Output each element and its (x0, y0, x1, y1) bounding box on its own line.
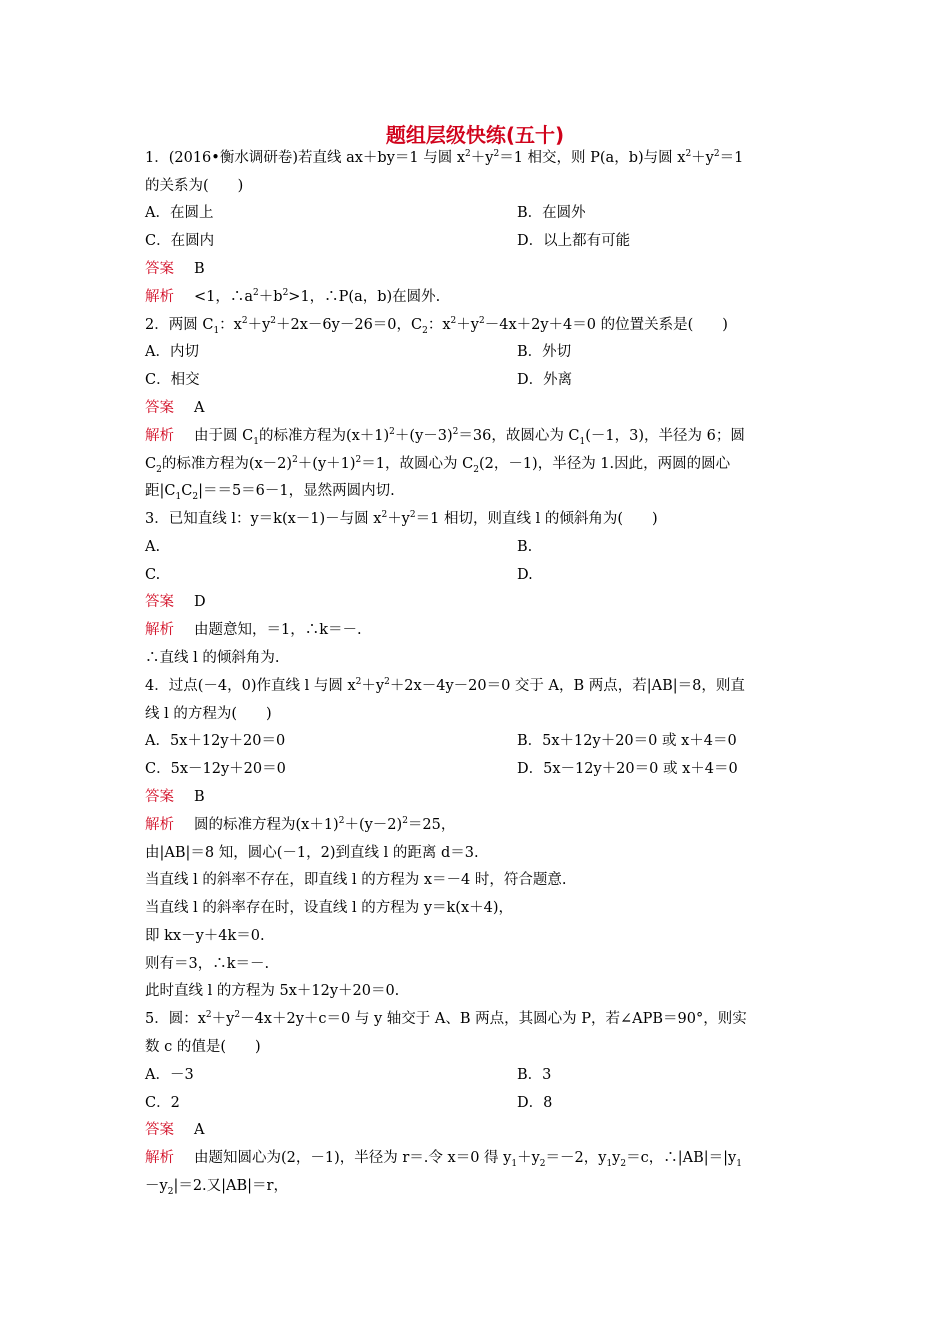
analysis-label: 解析 (145, 622, 174, 638)
q3-option-c: C. (145, 567, 161, 583)
q2-analysis-line1: 解析 由于圆 $C_1$的标准方程为$(x+1)^2+(y-3)^2=36$，故圆心为 $C_1(-1$，3)，半径为 6；圆 (145, 427, 745, 447)
q4-stem-line2: 线 l 的方程为( ) (145, 706, 272, 722)
q5-option-c: C．2 (145, 1095, 180, 1111)
q4-analysis-line1: 解析 圆的标准方程为$(x+1)^2+(y-2)^2=25$， (145, 816, 456, 833)
q3-analysis-line2: ∴直线 l 的倾斜角为. (145, 650, 280, 666)
q2-option-c: C．相交 (145, 372, 200, 388)
q4-stem: 4．过点(－4，0)作直线 l 与圆 $x^2+y^2+2x-4y-20=0$ 交于 A，B 两点，若|AB|＝8，则直 (145, 677, 745, 694)
q4-analysis-line2: 由|AB|＝8 知，圆心(－1，2)到直线 l 的距离 d＝3. (145, 845, 479, 861)
q4-analysis-line7: 此时直线 l 的方程为 5x＋12y＋20＝0. (145, 983, 400, 999)
q2-analysis-line3: 距$|C_1C_2|==5=6-1$，显然两圆内切. (145, 483, 395, 502)
q4-option-c: C．5x－12y＋20＝0 (145, 761, 286, 777)
q2-option-d: D．外离 (517, 372, 573, 388)
q1-answer: 答案 B (145, 261, 205, 277)
q1-stem: 1．(2016•衡水调研卷)若直线 ax＋by＝1 与圆 $x^2+y^2=1$ 相交，则 P(a，b)与圆 $x^2+y^2=1$ (145, 149, 744, 166)
q5-analysis-line2: $-y_2|=2$.又|AB|＝r， (145, 1178, 288, 1197)
analysis-label: 解析 (145, 289, 174, 305)
q4-analysis-line4: 当直线 l 的斜率存在时，设直线 l 的方程为 y＝k(x＋4)， (145, 900, 514, 916)
q2-answer: 答案 A (145, 400, 205, 416)
page-title: 题组层级快练(五十) (385, 123, 565, 147)
q5-stem: 5．圆：$x^2+y^2-4x+2y+c=0$ 与 y 轴交于 A、B 两点，其圆心为 P，若∠APB＝90°，则实 (145, 1010, 747, 1027)
q4-analysis-line5: 即 kx－y＋4k＝0. (145, 928, 265, 944)
answer-label: 答案 (145, 594, 174, 610)
q1-option-a: A．在圆上 (145, 205, 214, 221)
answer-label: 答案 (145, 400, 174, 416)
q1-stem-line2: 的关系为( ) (145, 178, 244, 194)
q4-analysis-line3: 当直线 l 的斜率不存在，即直线 l 的方程为 x＝－4 时，符合题意. (145, 872, 567, 888)
q3-option-a: A. (145, 539, 161, 555)
q4-option-a: A．5x＋12y＋20＝0 (145, 733, 286, 749)
q5-analysis-line1: 解析 由题知圆心为(2，－1)，半径为 r＝.令 x＝0 得 $y_1+y_2=-2$，$y_1y_2=c$，$\therefore|AB|=|y_1$ (145, 1150, 742, 1169)
q1-option-c: C．在圆内 (145, 233, 215, 249)
q2-analysis-line2: $C_2$的标准方程为$(x-2)^2+(y+1)^2=1$，故圆心为 $C_2(2$，－1)，半径为 1.因此，两圆的圆心 (145, 455, 731, 475)
q1-option-d: D．以上都有可能 (517, 233, 631, 249)
q5-answer: 答案 A (145, 1122, 205, 1138)
q3-stem: 3．已知直线 l：y＝k(x－1)－与圆 $x^2+y^2=1$ 相切，则直线 l 的倾斜角为( ) (145, 510, 658, 527)
q5-option-d: D．8 (517, 1095, 553, 1111)
q2-option-b: B．外切 (517, 344, 572, 360)
q3-option-b: B. (517, 539, 533, 555)
q5-stem-line2: 数 c 的值是( ) (145, 1039, 261, 1055)
q1-option-b: B．在圆外 (517, 205, 586, 221)
analysis-label: 解析 (145, 817, 174, 833)
answer-label: 答案 (145, 261, 174, 277)
q4-answer: 答案 B (145, 789, 205, 805)
answer-label: 答案 (145, 1122, 174, 1138)
q4-analysis-line6: 则有＝3，∴k＝－. (145, 956, 270, 972)
q3-answer: 答案 D (145, 594, 206, 610)
q3-analysis-line1: 解析 由题意知，＝1，∴k＝－. (145, 622, 362, 638)
q3-option-d: D. (517, 567, 533, 583)
analysis-label: 解析 (145, 1150, 174, 1166)
q2-option-a: A．内切 (145, 344, 199, 360)
analysis-label: 解析 (145, 428, 174, 444)
q5-option-b: B．3 (517, 1067, 552, 1083)
q4-option-b: B．5x＋12y＋20＝0 或 x＋4＝0 (517, 733, 737, 749)
q1-analysis: 解析 <1，$\therefore a^2+b^2>1$，∴P(a，b)在圆外. (145, 288, 441, 305)
q4-option-d: D．5x－12y＋20＝0 或 x＋4＝0 (517, 761, 738, 777)
answer-label: 答案 (145, 789, 174, 805)
q5-option-a: A．－3 (145, 1067, 194, 1083)
q2-stem: 2．两圆 $C_1$：$x^2+y^2+2x-6y-26=0$，$C_2$：$x^2+y^2-4x+2y+4=0$ 的位置关系是( ) (145, 316, 728, 336)
